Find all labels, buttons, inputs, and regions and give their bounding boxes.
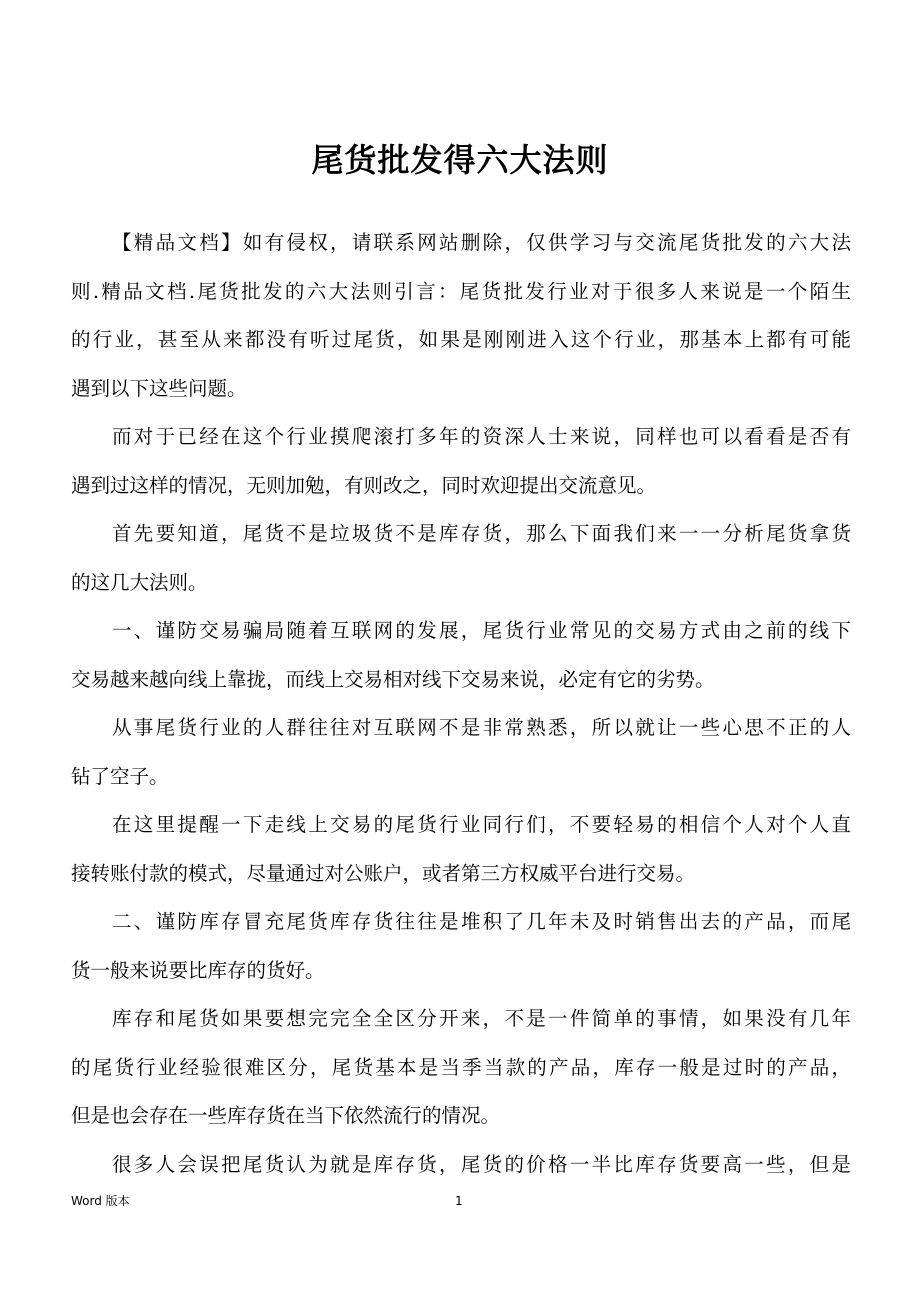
paragraph-line: 从事尾货行业的人群往往对互联网不是非常熟悉，所以就让一些心思不正的人 <box>112 716 851 739</box>
paragraph-line: 遇到过这样的情况，无则加勉，有则改之，同时欢迎提出交流意见。 <box>71 473 657 497</box>
paragraph-line: 库存和尾货如果要想完完全全区分开来，不是一件简单的事情，如果没有几年 <box>112 1007 851 1030</box>
footer-version-label: Word 版本 <box>71 1194 130 1208</box>
paragraph-line: 交易越来越向线上靠拢，而线上交易相对线下交易来说，必定有它的劣势。 <box>71 667 715 691</box>
paragraph-line: 一、谨防交易骗局随着互联网的发展，尾货行业常见的交易方式由之前的线下 <box>112 619 851 642</box>
paragraph-line: 钻了空子。 <box>71 764 169 788</box>
paragraph-line: 的尾货行业经验很难区分，尾货基本是当季当款的产品，库存一般是过时的产品， <box>71 1055 851 1079</box>
paragraph-line: 二、谨防库存冒充尾货库存货往往是堆积了几年未及时销售出去的产品，而尾 <box>112 910 851 933</box>
document-title: 尾货批发得六大法则 <box>311 141 609 179</box>
paragraph-line: 但是也会存在一些库存货在当下依然流行的情况。 <box>71 1104 501 1127</box>
paragraph-line: 而对于已经在这个行业摸爬滚打多年的资深人士来说，同样也可以看看是否有 <box>112 425 851 448</box>
paragraph-line: 很多人会误把尾货认为就是库存货，尾货的价格一半比库存货要高一些，但是 <box>112 1152 851 1176</box>
paragraph-line: 遇到以下这些问题。 <box>71 376 247 400</box>
paragraph-line: 货一般来说要比库存的货好。 <box>71 958 325 982</box>
paragraph-line: 接转账付款的模式，尽量通过对公账户，或者第三方权威平台进行交易。 <box>71 861 696 885</box>
paragraph-line: 的这几大法则。 <box>71 570 208 594</box>
paragraph-line: 的行业，甚至从来都没有听过尾货，如果是刚刚进入这个行业，那基本上都有可能 <box>71 328 851 351</box>
footer-page-number: 1 <box>455 1194 463 1208</box>
paragraph-line: 首先要知道，尾货不是垃圾货不是库存货，那么下面我们来一一分析尾货拿货 <box>112 522 851 545</box>
paragraph-line: 【精品文档】如有侵权，请联系网站删除，仅供学习与交流尾货批发的六大法 <box>112 231 851 254</box>
document-body <box>71 219 851 1189</box>
paragraph-line: 在这里提醒一下走线上交易的尾货行业同行们，不要轻易的相信个人对个人直 <box>112 813 851 836</box>
paragraph-line: 则.精品文档.尾货批发的六大法则引言：尾货批发行业对于很多人来说是一个陌生 <box>71 279 851 303</box>
